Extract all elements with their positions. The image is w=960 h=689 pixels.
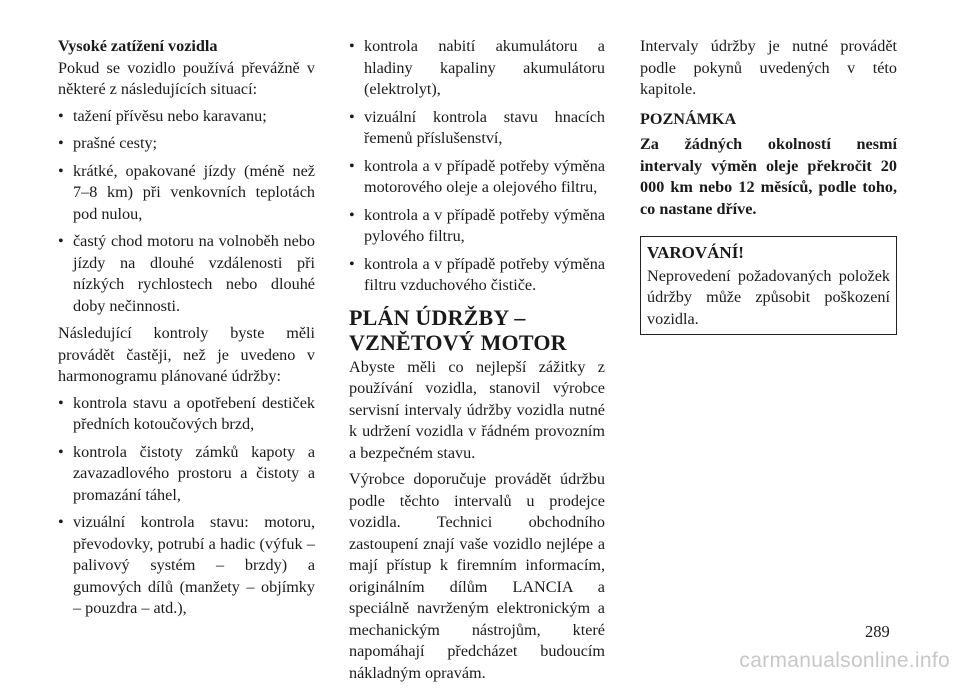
intervals-paragraph: Intervaly údržby je nutné provádět podle pokynů uvedených v této kapitole.	[640, 37, 897, 98]
warning-box	[640, 236, 897, 335]
warning-text: Neprovedení požadovaných položek údržby může způsobit poškození vozidla.	[647, 266, 890, 328]
list-item: • vizuální kontrola stavu hnacích řemenů příslušenství,	[349, 107, 605, 150]
left-column	[58, 36, 315, 626]
watermark: carmanualsonline.info	[739, 649, 950, 672]
list-item: • kontrola nabití akumulátoru a hladiny kapaliny akumulátoru (elektrolyt),	[349, 36, 605, 101]
checks-list-continued	[349, 36, 605, 297]
list-item: • kontrola a v případě potřeby výměna motorového oleje a olejového filtru,	[349, 156, 605, 199]
list-item: • kontrola a v případě potřeby výměna pylového filtru,	[349, 205, 605, 248]
section-title-maintenance-plan: PLÁN ÚDRŽBY – VZNĚTOVÝ MOTOR	[349, 304, 567, 355]
maintenance-paragraph-2: Výrobce doporučuje provádět údržbu podle těchto intervalů u prodejce vozidla. Technici obchodního zastoupení znají vaše vozidlo nejlépe a mají přístup k firemním informacím, originálním dílům LANCIA a speciálně navrženým elektronickým a mechanickým nástrojům, které napomáhají předcházet budoucím nákladným opravám.	[349, 470, 605, 682]
warning-title: VAROVÁNÍ!	[647, 243, 744, 262]
section-heading-heavy-load: Vysoké zatížení vozidla	[58, 37, 218, 55]
checks-intro-paragraph: Následující kontroly byste měli provádět častěji, než je uvedeno v harmonogramu plánované údržby:	[58, 324, 315, 385]
page-number: 289	[865, 622, 890, 641]
list-item: • prašné cesty;	[58, 133, 315, 155]
list-item: • tažení přívěsu nebo karavanu;	[58, 106, 315, 128]
note-title: POZNÁMKA	[640, 109, 737, 128]
middle-column	[349, 36, 605, 689]
conditions-list	[58, 106, 315, 318]
intro-paragraph: Pokud se vozidlo používá převážně v některé z následujících situací:	[58, 58, 315, 98]
right-column	[640, 36, 897, 335]
list-item: • kontrola stavu a opotřebení destiček předních kotoučových brzd,	[58, 393, 315, 436]
list-item: • kontrola čistoty zámků kapoty a zavazadlového prostoru a čistoty a promazání táhel,	[58, 442, 315, 507]
list-item: • častý chod motoru na volnoběh nebo jízdy na dlouhé vzdálenosti při nízkých rychlostech nebo dlouhé doby nečinnosti.	[58, 231, 315, 317]
list-item: • vizuální kontrola stavu: motoru, převodovky, potrubí a hadic (výfuk – palivový systém – brzdy) a gumových dílů (manžety – objímky – pouzdra – atd.),	[58, 512, 315, 620]
note-text: Za žádných okolností nesmí intervaly výměn oleje překročit 20 000 km nebo 12 měsíců, podle toho, co nastane dříve.	[640, 135, 897, 218]
list-item: • krátké, opakované jízdy (méně než 7–8 km) při venkovních teplotách pod nulou,	[58, 161, 315, 226]
checks-list	[58, 393, 315, 620]
maintenance-paragraph-1: Abyste měli co nejlepší zážitky z používání vozidla, stanovil výrobce servisní intervaly údržby vozidla nutné k udržení vozidla v řádném provozním a bezpečném stavu.	[349, 357, 605, 462]
list-item: • kontrola a v případě potřeby výměna filtru vzduchového čističe.	[349, 254, 605, 297]
